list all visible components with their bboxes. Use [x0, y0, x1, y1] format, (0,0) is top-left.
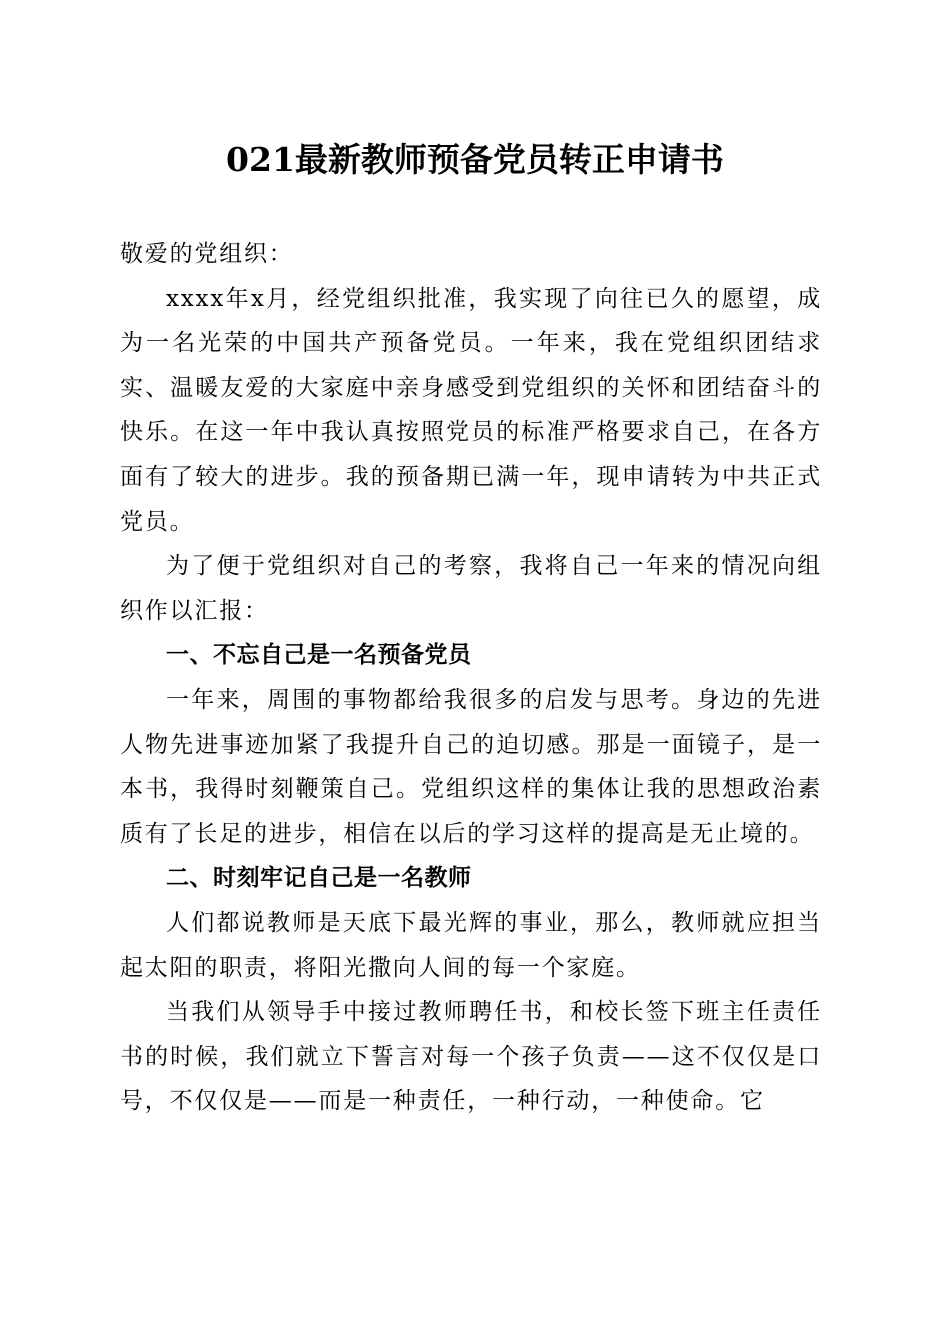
- section-2-text-2: 当我们从领导手中接过教师聘任书，和校长签下班主任责任书的时候，我们就立下誓言对每一个孩子负责——这不仅仅是口号，不仅仅是——而是一种责任，一种行动，一种使命。它: [120, 999, 822, 1115]
- salutation: 敬爱的党组织：: [120, 241, 294, 267]
- section-2-text-1: 人们都说教师是天底下最光辉的事业，那么，教师就应担当起太阳的职责，将阳光撒向人间的每一个家庭。: [120, 909, 822, 981]
- section-heading-2: 二、时刻牢记自己是一名教师: [166, 865, 472, 892]
- section-heading-1: 一、不忘自己是一名预备党员: [166, 642, 472, 669]
- paragraph-report-intro: 为了便于党组织对自己的考察，我将自己一年来的情况向组织作以汇报：: [120, 553, 822, 624]
- section-1-text: 一年来，周围的事物都给我很多的启发与思考。身边的先进人物先进事迹加紧了我提升自己的迫切感。那是一面镜子，是一本书，我得时刻鞭策自己。党组织这样的集体让我的思想政治素质有了长足的进步，相信在以后的学习这样的提高是无止境的。: [120, 686, 822, 847]
- paragraph-approval: xxxx年x月，经党组织批准，我实现了向往已久的愿望，成为一名光荣的中国共产预备党员。一年来，我在党组织团结求实、温暖友爱的大家庭中亲身感受到党组织的关怀和团结奋斗的快乐。在这一年中我认真按照党员的标准严格要求自己，在各方面有了较大的进步。我的预备期已满一年，现申请转为中共正式党员。: [120, 285, 822, 535]
- document-body: [120, 232, 822, 1124]
- document-title: 021最新教师预备党员转正申请书: [226, 140, 724, 179]
